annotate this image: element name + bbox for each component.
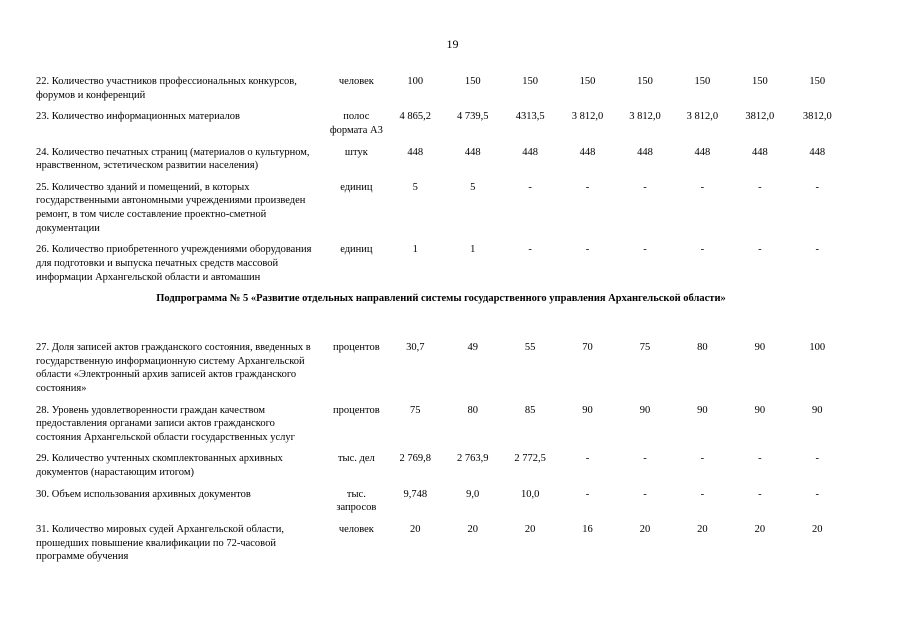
indicator-value: 150 — [522, 76, 538, 87]
indicator-value: - — [528, 181, 532, 193]
indicator-value: 3 812,0 — [571, 111, 604, 123]
indicator-value: 30,7 — [406, 341, 425, 353]
indicator-value: - — [585, 181, 590, 193]
indicator-value: 448 — [522, 146, 538, 158]
indicator-value: 90 — [639, 404, 651, 416]
indicator-name: 22. Количество участников профессиональных конкурсов, форумов и конференций — [36, 76, 297, 101]
page-number: 19 — [446, 37, 459, 51]
indicator-value: 75 — [639, 341, 651, 353]
table-row — [36, 488, 846, 523]
indicator-name: 26. Количество приобретенного учреждениями оборудования для подготовки и выпуска печатных средств массовой информации Архангельской области и автомашин — [36, 244, 312, 283]
indicator-value: 49 — [467, 341, 478, 353]
indicator-name: 29. Количество учтенных скомплектованных архивных документов (нарастающим итогом) — [36, 453, 283, 479]
table-row — [36, 452, 846, 487]
indicator-value: 4 865,2 — [399, 111, 432, 123]
indicator-value: 1 — [412, 244, 418, 256]
indicator-value: - — [585, 244, 590, 256]
indicator-value: 20 — [639, 524, 651, 536]
indicator-value: 20 — [697, 524, 708, 536]
indicator-value: 20 — [467, 524, 478, 536]
indicator-value: 448 — [694, 146, 711, 158]
indicator-name: 27. Доля записей актов гражданского состояния, введенных в государственную информационную систему Архангельской области «Электронный архив записей актов гражданского состояния» — [36, 341, 311, 394]
indicator-value: 150 — [751, 76, 768, 87]
indicator-value: 150 — [579, 76, 596, 87]
indicator-value: - — [585, 488, 590, 500]
indicator-unit: процентов — [333, 404, 380, 416]
indicator-value: 150 — [809, 76, 826, 87]
indicator-value: 80 — [467, 404, 478, 416]
indicators-table — [36, 75, 846, 572]
indicator-unit: тыс. запросов — [336, 488, 377, 514]
section-title: Подпрограмма № 5 «Развитие отдельных направлений системы государственного управления Архангельской области» — [156, 293, 726, 305]
indicator-value: 100 — [809, 341, 826, 353]
indicator-value: 70 — [582, 341, 593, 353]
indicator-value: 90 — [582, 404, 593, 416]
indicator-value: 10,0 — [520, 488, 540, 500]
table-row — [36, 181, 846, 244]
indicator-value: 150 — [637, 76, 653, 87]
indicator-value: 9,0 — [466, 488, 480, 500]
indicator-value: 150 — [694, 76, 711, 87]
indicator-name: 23. Количество информационных материалов — [36, 111, 240, 123]
indicator-value: 2 772,5 — [514, 453, 546, 465]
indicator-value: 448 — [637, 146, 653, 158]
indicator-value: - — [700, 181, 705, 193]
indicator-value: - — [815, 453, 820, 465]
indicator-value: 80 — [697, 341, 708, 353]
indicator-name: 25. Количество зданий и помещений, в которых государственными автономными учреждениями произведен ремонт, в том числе составление проектно-сметной документации — [36, 181, 306, 234]
indicator-value: 90 — [697, 404, 708, 416]
indicator-value: - — [585, 453, 590, 465]
indicator-value: 1 — [470, 244, 476, 256]
indicator-name: 28. Уровень удовлетворенности граждан качеством предоставления органами записи актов гражданского состояния Архангельской области государственных услуг — [36, 404, 295, 443]
indicator-value: 448 — [464, 146, 481, 158]
indicator-unit: процентов — [333, 341, 380, 353]
indicator-value: 90 — [812, 404, 823, 416]
indicator-unit: полос формата А3 — [329, 111, 383, 136]
indicator-value: 448 — [579, 146, 596, 158]
table-row — [36, 404, 846, 453]
indicator-value: 2 763,9 — [456, 453, 489, 465]
indicator-name: 24. Количество печатных страниц (материалов о культурном, нравственном, эстетическом развитии населения) — [36, 146, 310, 172]
indicator-unit: штук — [344, 146, 368, 158]
indicator-value: 90 — [754, 404, 766, 416]
indicator-value: 448 — [407, 146, 424, 158]
indicator-value: 3812,0 — [745, 111, 775, 123]
indicator-unit: человек — [338, 76, 374, 87]
indicator-value: 448 — [751, 146, 768, 158]
indicator-unit: тыс. дел — [337, 453, 375, 465]
indicator-unit: единиц — [340, 181, 373, 193]
indicator-name: 31. Количество мировых судей Архангельской области, прошедших повышение квалификации по 72-часовой программе обучения — [36, 524, 284, 563]
indicator-value: - — [700, 488, 705, 500]
indicator-value: 4 739,5 — [456, 111, 489, 123]
table-row — [36, 341, 846, 404]
indicator-value: 100 — [407, 76, 424, 87]
indicator-value: 5 — [470, 181, 476, 193]
table-row — [36, 146, 846, 181]
indicator-name: 30. Объем использования архивных документов — [36, 488, 251, 500]
indicator-value: 3 812,0 — [686, 111, 719, 123]
indicator-value: - — [700, 453, 705, 465]
indicator-value: 20 — [754, 524, 766, 536]
indicator-value: - — [700, 244, 705, 256]
indicator-value: 20 — [524, 524, 536, 536]
indicator-value: 3812,0 — [802, 111, 832, 123]
indicator-value: - — [815, 488, 820, 500]
indicator-value: - — [815, 244, 820, 256]
table-row — [36, 243, 846, 292]
indicator-value: - — [758, 453, 762, 465]
indicator-unit: человек — [338, 524, 374, 536]
indicator-value: 2 769,8 — [399, 453, 432, 465]
section-row — [36, 292, 846, 341]
indicator-value: 3 812,0 — [629, 111, 661, 123]
indicator-value: 4313,5 — [515, 111, 545, 123]
indicator-value: - — [815, 181, 820, 193]
indicator-value: 20 — [410, 524, 421, 536]
table-row — [36, 110, 846, 145]
indicator-value: - — [643, 181, 647, 193]
indicator-unit: единиц — [340, 244, 373, 256]
indicator-value: - — [643, 488, 647, 500]
indicator-value: 55 — [524, 341, 536, 353]
indicator-value: 20 — [812, 524, 823, 536]
indicator-value: 448 — [809, 146, 826, 158]
indicator-value: - — [758, 181, 762, 193]
indicator-value: - — [643, 453, 647, 465]
indicator-value: 5 — [412, 181, 418, 193]
indicator-value: 75 — [410, 404, 421, 416]
indicator-value: - — [758, 488, 762, 500]
table-row — [36, 75, 846, 110]
indicator-value: 150 — [464, 76, 481, 87]
indicator-value: - — [528, 244, 532, 256]
indicator-value: 16 — [582, 524, 593, 536]
indicator-value: 9,748 — [403, 488, 428, 500]
indicator-value: 90 — [754, 341, 766, 353]
indicator-value: - — [643, 244, 647, 256]
indicator-value: 85 — [524, 404, 536, 416]
indicator-value: - — [758, 244, 762, 256]
table-row — [36, 523, 846, 572]
